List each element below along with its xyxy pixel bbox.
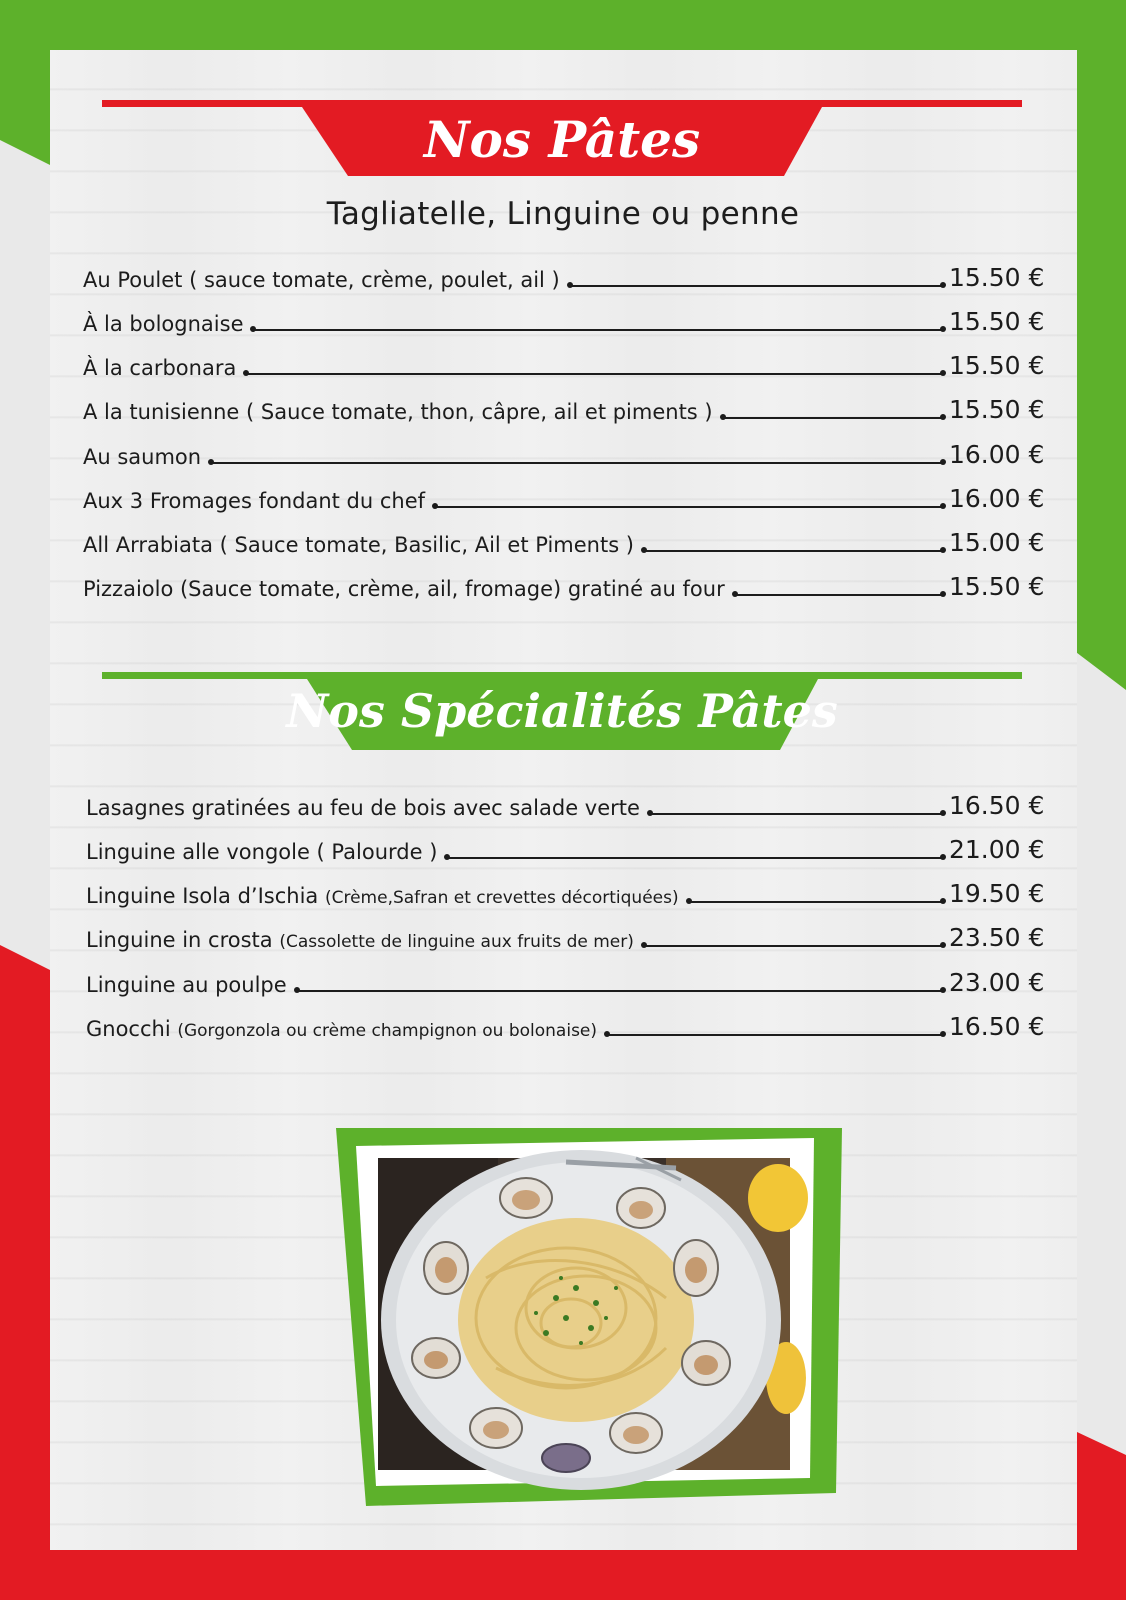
section1-title: Nos Pâtes — [423, 110, 701, 169]
section1-subtitle: Tagliatelle, Linguine ou penne — [326, 196, 800, 232]
item-name: Lasagnes gratinées au feu de bois avec salade verte — [86, 796, 640, 820]
dotted-leader — [447, 850, 943, 864]
menu-item — [86, 874, 1049, 908]
item-price: 16.50 € — [949, 1012, 1045, 1041]
menu-item — [83, 302, 1049, 336]
dotted-leader — [607, 1027, 943, 1041]
menu-item — [86, 786, 1049, 820]
item-price: 21.00 € — [949, 835, 1045, 864]
dotted-leader — [246, 366, 943, 380]
menu-item — [86, 918, 1049, 952]
item-price: 16.00 € — [949, 440, 1045, 469]
item-name: À la bolognaise — [83, 312, 244, 336]
dotted-leader — [435, 499, 943, 513]
dotted-leader — [253, 322, 943, 336]
dotted-leader — [211, 455, 943, 469]
dotted-leader — [644, 938, 943, 952]
menu-item — [83, 390, 1049, 424]
dotted-leader — [570, 278, 943, 292]
section2-title: Nos Spécialités Pâtes — [286, 684, 838, 738]
item-name: À la carbonara — [83, 356, 237, 380]
item-price: 23.00 € — [949, 968, 1045, 997]
pasta-photo-frame — [336, 1128, 842, 1520]
menu-item — [83, 346, 1049, 380]
dotted-leader — [735, 587, 943, 601]
dotted-leader — [689, 894, 943, 908]
item-price: 15.50 € — [949, 572, 1045, 601]
menu-item — [83, 258, 1049, 292]
plate-of-linguine-with-clams-icon — [336, 1128, 842, 1520]
item-name: Aux 3 Fromages fondant du chef — [83, 489, 426, 513]
item-name: Linguine alle vongole ( Palourde ) — [86, 840, 438, 864]
menu-item — [86, 963, 1049, 997]
item-name: Au saumon — [83, 445, 202, 469]
item-price: 23.50 € — [949, 923, 1045, 952]
item-price: 15.50 € — [949, 263, 1045, 292]
dotted-leader — [644, 543, 943, 557]
item-name: Linguine au poulpe — [86, 973, 287, 997]
dotted-leader — [297, 983, 943, 997]
item-name: Gnocchi (Gorgonzola ou crème champignon ou bolonaise) — [86, 1017, 598, 1041]
menu-item — [86, 1007, 1049, 1041]
section1-banner — [102, 98, 1022, 178]
dotted-leader — [650, 806, 943, 820]
item-name: All Arrabiata ( Sauce tomate, Basilic, Ail et Piments ) — [83, 533, 635, 557]
item-price: 15.00 € — [949, 528, 1045, 557]
item-price: 19.50 € — [949, 879, 1045, 908]
item-name: Linguine Isola d’Ischia (Crème,Safran et crevettes décortiquées) — [86, 884, 679, 908]
menu-item — [83, 523, 1049, 557]
item-name: Au Poulet ( sauce tomate, crème, poulet, ail ) — [83, 268, 560, 292]
item-name: Linguine in crosta (Cassolette de linguine aux fruits de mer) — [86, 928, 634, 952]
menu-item — [86, 830, 1049, 864]
item-price: 16.50 € — [949, 791, 1045, 820]
section2-banner — [102, 670, 1022, 752]
item-price: 15.50 € — [949, 307, 1045, 336]
menu-item — [83, 567, 1049, 601]
menu-item — [83, 479, 1049, 513]
dotted-leader — [723, 410, 943, 424]
item-price: 15.50 € — [949, 351, 1045, 380]
item-price: 16.00 € — [949, 484, 1045, 513]
item-name: Pizzaiolo (Sauce tomate, crème, ail, fromage) gratiné au four — [83, 577, 725, 601]
item-price: 15.50 € — [949, 395, 1045, 424]
menu-item — [83, 435, 1049, 469]
item-name: A la tunisienne ( Sauce tomate, thon, câpre, ail et piments ) — [83, 400, 713, 424]
